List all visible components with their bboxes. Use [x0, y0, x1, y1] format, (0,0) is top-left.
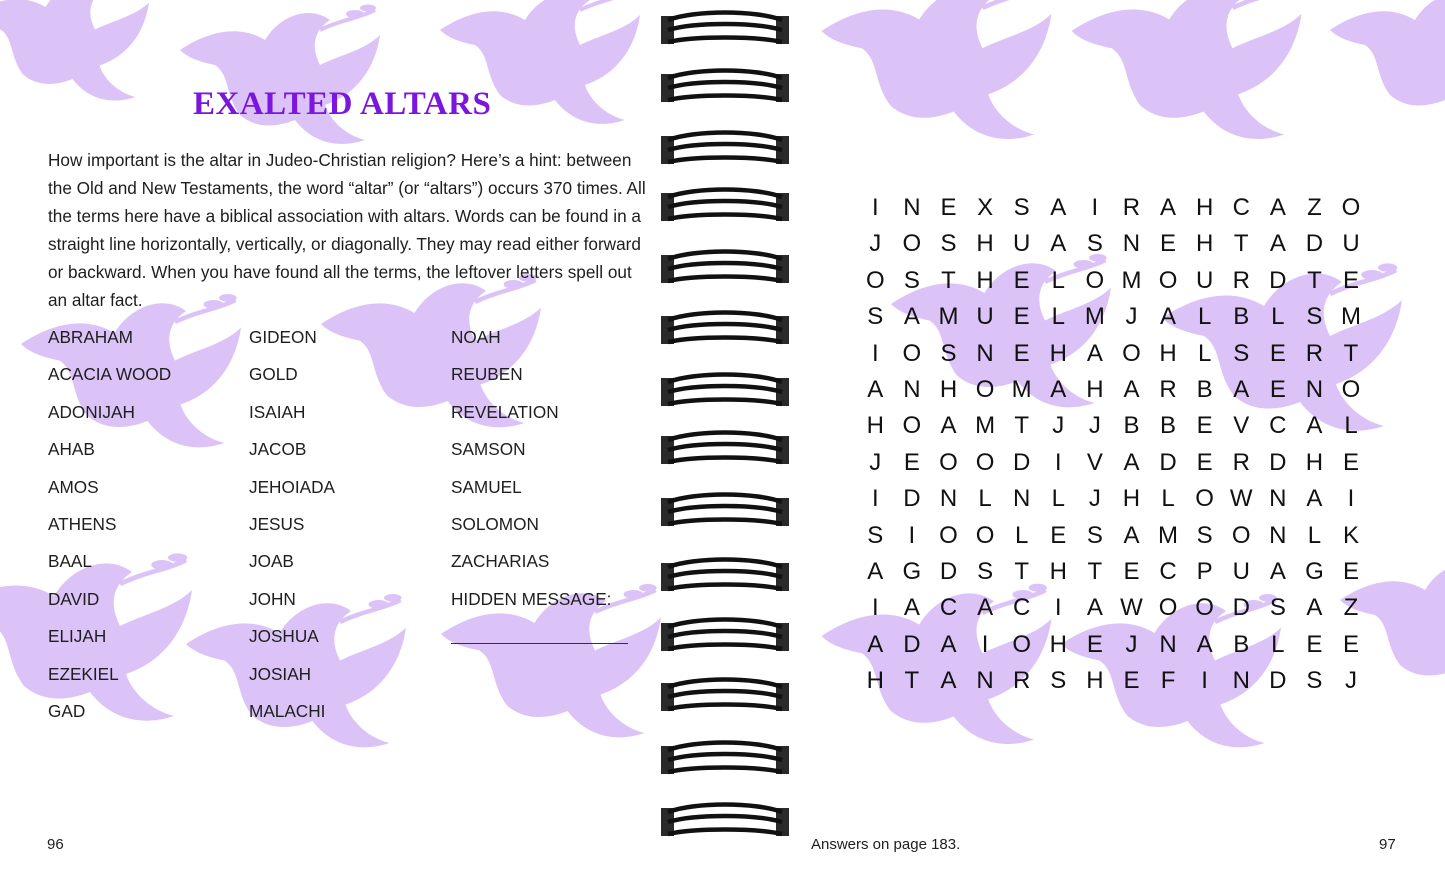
grid-letter: M — [975, 412, 996, 440]
grid-letter: D — [1269, 266, 1287, 294]
grid-letter: N — [1269, 521, 1287, 549]
grid-row — [857, 663, 1369, 699]
grid-letter: G — [902, 557, 922, 585]
grid-letter: H — [976, 230, 994, 258]
grid-letter: M — [938, 303, 959, 331]
grid-letter: I — [1054, 448, 1062, 476]
grid-letter: O — [902, 339, 922, 367]
grid-letter: A — [1196, 630, 1213, 658]
grid-letter: L — [1271, 303, 1285, 331]
grid-letter: D — [939, 557, 958, 585]
grid-letter: T — [1014, 412, 1029, 440]
grid-letter: A — [940, 412, 957, 440]
grid-letter: A — [1269, 194, 1286, 221]
grid-letter: H — [1305, 448, 1324, 476]
grid-letter: T — [1014, 557, 1029, 585]
grid-letter: T — [941, 266, 956, 294]
grid-letter: N — [939, 485, 958, 513]
grid-letter: B — [1160, 412, 1177, 440]
grid-row — [857, 226, 1369, 262]
grid-letter: O — [975, 521, 995, 549]
grid-letter: N — [1159, 630, 1177, 658]
word-list-item: NOAH — [451, 327, 501, 347]
word-list-item: JOAB — [249, 551, 294, 572]
grid-letter: C — [1232, 194, 1250, 221]
grid-letter: L — [1197, 339, 1212, 367]
grid-row — [857, 445, 1369, 481]
word-list-item: ACACIA WOOD — [48, 364, 172, 385]
grid-letter: N — [1232, 667, 1250, 695]
grid-letter: M — [1158, 521, 1179, 549]
word-list-item: DAVID — [48, 588, 100, 609]
word-list-item: JOSIAH — [249, 663, 312, 684]
grid-letter: W — [1229, 485, 1253, 513]
grid-letter: S — [867, 521, 884, 549]
grid-letter: R — [1232, 448, 1250, 476]
grid-letter: L — [1051, 303, 1065, 331]
word-list-item: JESUS — [249, 513, 305, 534]
word-list-item: GAD — [48, 700, 86, 721]
grid-letter: R — [1122, 194, 1141, 221]
grid-letter: O — [1122, 339, 1141, 367]
grid-letter: D — [1269, 448, 1287, 476]
grid-letter: E — [1160, 230, 1177, 258]
grid-letter: E — [1196, 448, 1213, 476]
grid-letter: R — [1232, 266, 1250, 294]
grid-letter: D — [1269, 667, 1287, 695]
grid-letter: H — [1049, 339, 1067, 367]
grid-letter: A — [1050, 230, 1067, 258]
grid-letter: E — [1013, 303, 1030, 331]
grid-row — [857, 263, 1369, 299]
grid-letter: V — [1086, 448, 1103, 476]
grid-letter: J — [869, 230, 882, 258]
grid-letter: T — [1087, 557, 1103, 585]
grid-letter: I — [1347, 485, 1355, 513]
grid-letter: H — [1195, 230, 1214, 258]
grid-letter: X — [977, 194, 994, 221]
grid-letter: E — [1123, 667, 1140, 695]
grid-letter: R — [1305, 339, 1324, 367]
grid-letter: J — [869, 448, 882, 476]
grid-letter: S — [903, 266, 920, 294]
grid-letter: B — [1123, 412, 1140, 440]
word-list-item: AHAB — [48, 439, 95, 460]
grid-row — [857, 372, 1369, 408]
grid-letter: I — [1091, 194, 1099, 221]
grid-letter: H — [1086, 667, 1104, 695]
grid-letter: S — [1269, 594, 1286, 622]
grid-letter: S — [1086, 521, 1103, 549]
grid-letter: E — [903, 448, 920, 476]
word-list-column — [451, 323, 651, 622]
word-list-item: SAMSON — [451, 439, 526, 460]
grid-letter: N — [976, 667, 994, 695]
grid-letter: O — [1085, 266, 1105, 294]
grid-letter: H — [1049, 630, 1067, 658]
grid-letter: I — [871, 194, 879, 221]
word-list-item: ABRAHAM — [48, 327, 133, 347]
grid-letter: N — [1269, 485, 1287, 513]
grid-letter: E — [940, 194, 957, 221]
word-list-item: GIDEON — [249, 327, 317, 347]
word-list-item: REUBEN — [451, 364, 523, 385]
word-search-grid — [857, 190, 1369, 699]
grid-letter: O — [1231, 521, 1251, 549]
grid-letter: C — [939, 594, 958, 622]
puzzle-title: EXALTED ALTARS — [193, 86, 492, 122]
grid-letter: H — [866, 412, 884, 440]
grid-letter: L — [1271, 630, 1285, 658]
grid-letter: B — [1196, 375, 1213, 403]
grid-letter: J — [1125, 303, 1138, 331]
grid-letter: E — [1123, 557, 1140, 585]
spiral-binding — [655, 0, 795, 877]
grid-letter: Z — [1343, 594, 1359, 622]
grid-letter: I — [908, 521, 916, 549]
grid-letter: L — [1344, 412, 1358, 440]
grid-letter: U — [1232, 557, 1250, 585]
grid-letter: L — [1051, 485, 1065, 513]
grid-letter: O — [1158, 266, 1178, 294]
word-list-item: ADONIJAH — [48, 401, 135, 422]
word-list-item: ISAIAH — [249, 401, 306, 422]
grid-letter: U — [1013, 230, 1031, 258]
grid-letter: E — [1343, 448, 1360, 476]
grid-letter: P — [1196, 557, 1213, 585]
grid-letter: M — [1011, 375, 1032, 403]
grid-letter: I — [871, 594, 879, 622]
grid-row — [857, 190, 1369, 226]
grid-letter: N — [1013, 485, 1031, 513]
grid-letter: S — [977, 557, 994, 585]
grid-letter: H — [1086, 375, 1104, 403]
word-list-item: EZEKIEL — [48, 663, 119, 684]
grid-letter: A — [1123, 375, 1140, 403]
grid-letter: O — [975, 448, 995, 476]
grid-letter: O — [902, 230, 922, 258]
word-list-item: ZACHARIAS — [451, 551, 550, 572]
grid-letter: I — [1201, 667, 1208, 695]
grid-letter: D — [1013, 448, 1031, 476]
grid-letter: U — [976, 303, 994, 331]
grid-letter: H — [866, 667, 884, 695]
word-list-item: BAAL — [48, 551, 92, 572]
grid-letter: H — [1159, 339, 1177, 367]
grid-letter: O — [1012, 630, 1031, 658]
grid-letter: E — [1269, 375, 1286, 403]
right-page-number: 97 — [1379, 836, 1396, 853]
grid-letter: U — [1342, 230, 1360, 258]
grid-row — [857, 554, 1369, 590]
grid-row — [857, 590, 1369, 626]
grid-letter: J — [1052, 412, 1065, 440]
grid-letter: A — [940, 667, 957, 695]
grid-letter: S — [940, 339, 957, 367]
grid-letter: O — [1195, 485, 1214, 513]
grid-letter: T — [1343, 339, 1359, 367]
grid-letter: O — [1341, 375, 1361, 403]
grid-letter: A — [903, 594, 920, 622]
grid-letter: E — [1013, 339, 1030, 367]
grid-letter: D — [1232, 594, 1250, 622]
grid-row — [857, 481, 1369, 517]
grid-letter: A — [1306, 485, 1323, 513]
grid-letter: R — [1013, 667, 1031, 695]
grid-letter: S — [940, 230, 957, 258]
grid-letter: A — [1269, 230, 1286, 258]
grid-letter: A — [1086, 594, 1103, 622]
grid-letter: S — [867, 303, 884, 331]
grid-letter: E — [1269, 339, 1286, 367]
grid-letter: U — [1195, 266, 1214, 294]
grid-letter: Z — [1307, 194, 1322, 221]
grid-letter: A — [867, 375, 884, 403]
word-list-item: ELIJAH — [48, 626, 107, 647]
grid-letter: K — [1343, 521, 1360, 549]
word-list-column — [249, 323, 449, 734]
grid-letter: O — [902, 412, 922, 440]
grid-letter: H — [1122, 485, 1141, 513]
grid-letter: A — [1306, 594, 1323, 622]
grid-letter: H — [1049, 557, 1067, 585]
grid-letter: S — [1013, 194, 1030, 221]
grid-letter: E — [1050, 521, 1067, 549]
grid-letter: V — [1233, 412, 1250, 440]
grid-letter: T — [1233, 230, 1249, 258]
grid-letter: A — [903, 303, 920, 331]
grid-letter: S — [1196, 521, 1213, 549]
grid-letter: I — [981, 630, 989, 658]
grid-letter: M — [1341, 303, 1362, 331]
grid-letter: S — [1233, 339, 1250, 367]
grid-letter: S — [1050, 667, 1067, 695]
grid-letter: D — [903, 630, 921, 658]
left-page-number: 96 — [47, 836, 64, 853]
grid-letter: F — [1160, 667, 1176, 695]
answers-note: Answers on page 183. — [811, 836, 961, 853]
grid-letter: E — [1306, 630, 1323, 658]
puzzle-instructions: How important is the altar in Judeo-Christian religion? Here’s a hint: between the Old and New Testaments, the word “altar” (or “altars”) occurs 370 times. All the terms here have a biblical association with altars. Words can be found in a straight line horizontally, vertically, or diagonally. They may read either forward or backward. When you have found all the terms, the leftover letters spell out an altar fact. — [48, 150, 646, 310]
grid-letter: O — [975, 375, 995, 403]
grid-letter: D — [903, 485, 921, 513]
grid-letter: O — [865, 266, 885, 294]
word-list-item: AMOS — [48, 476, 99, 497]
grid-letter: L — [1197, 303, 1212, 331]
grid-row — [857, 627, 1369, 663]
grid-letter: A — [867, 630, 884, 658]
grid-letter: J — [1088, 485, 1101, 513]
grid-letter: B — [1233, 630, 1250, 658]
word-list-item: GOLD — [249, 364, 298, 385]
grid-letter: I — [871, 339, 879, 367]
grid-letter: I — [871, 485, 879, 513]
grid-letter: T — [1307, 266, 1322, 294]
word-list-item: SOLOMON — [451, 513, 539, 534]
grid-letter: N — [1305, 375, 1324, 403]
word-list-item: JOHN — [249, 588, 296, 609]
grid-letter: G — [1305, 557, 1324, 585]
grid-letter: E — [1013, 266, 1030, 294]
grid-letter: H — [939, 375, 958, 403]
grid-letter: A — [867, 557, 884, 585]
word-list-item: ATHENS — [48, 513, 117, 534]
grid-letter: A — [1050, 375, 1067, 403]
grid-letter: R — [1159, 375, 1177, 403]
grid-letter: J — [1088, 412, 1101, 440]
grid-letter: N — [903, 375, 921, 403]
grid-row — [857, 518, 1369, 554]
grid-letter: J — [1125, 630, 1138, 658]
grid-letter: A — [1306, 412, 1323, 440]
left-page — [0, 0, 650, 877]
grid-letter: A — [1050, 194, 1067, 221]
grid-letter: O — [1195, 594, 1214, 622]
grid-letter: A — [1269, 557, 1286, 585]
grid-letter: A — [1233, 375, 1250, 403]
grid-letter: I — [1054, 594, 1062, 622]
grid-row — [857, 408, 1369, 444]
grid-letter: H — [1195, 194, 1214, 221]
grid-letter: A — [1123, 521, 1140, 549]
word-list-item: REVELATION — [451, 401, 559, 422]
grid-letter: O — [939, 521, 958, 549]
grid-letter: O — [1158, 594, 1178, 622]
grid-letter: B — [1233, 303, 1250, 331]
word-list-item: SAMUEL — [451, 476, 522, 497]
grid-letter: J — [1345, 667, 1358, 695]
grid-letter: W — [1120, 594, 1143, 622]
grid-letter: E — [1343, 630, 1360, 658]
word-list-item: MALACHI — [249, 700, 326, 721]
grid-letter: D — [1305, 230, 1324, 258]
grid-letter: N — [1122, 230, 1141, 258]
grid-letter: A — [1160, 303, 1177, 331]
grid-letter: A — [977, 594, 994, 622]
grid-letter: L — [1161, 485, 1175, 513]
grid-letter: D — [1159, 448, 1177, 476]
grid-letter: C — [1269, 412, 1287, 440]
word-list-column — [48, 323, 248, 734]
grid-letter: S — [1306, 667, 1323, 695]
grid-letter: C — [1013, 594, 1031, 622]
grid-letter: H — [976, 266, 994, 294]
hidden-message-answer-line — [451, 643, 628, 644]
grid-letter: S — [1086, 230, 1103, 258]
grid-letter: E — [1343, 557, 1360, 585]
grid-row — [857, 299, 1369, 335]
word-list-item: JEHOIADA — [249, 476, 335, 497]
grid-letter: L — [978, 485, 992, 513]
grid-letter: E — [1343, 266, 1360, 294]
grid-letter: A — [1123, 448, 1140, 476]
grid-letter: L — [1051, 266, 1065, 294]
grid-letter: O — [1341, 194, 1361, 221]
word-list-item: JOSHUA — [249, 626, 319, 647]
grid-letter: E — [1196, 412, 1213, 440]
grid-letter: O — [939, 448, 958, 476]
grid-row — [857, 336, 1369, 372]
grid-letter: M — [1084, 303, 1105, 331]
grid-letter: A — [1086, 339, 1103, 367]
grid-letter: L — [1307, 521, 1322, 549]
grid-letter: A — [940, 630, 957, 658]
grid-letter: T — [904, 667, 920, 695]
hidden-message-label: HIDDEN MESSAGE: — [451, 588, 612, 609]
grid-letter: S — [1306, 303, 1323, 331]
grid-letter: C — [1159, 557, 1177, 585]
word-list-item: JACOB — [249, 439, 307, 460]
grid-letter: A — [1160, 194, 1177, 221]
grid-letter: N — [903, 194, 921, 221]
grid-letter: N — [976, 339, 994, 367]
grid-letter: M — [1121, 266, 1142, 294]
grid-letter: L — [1014, 521, 1029, 549]
grid-letter: E — [1086, 630, 1103, 658]
